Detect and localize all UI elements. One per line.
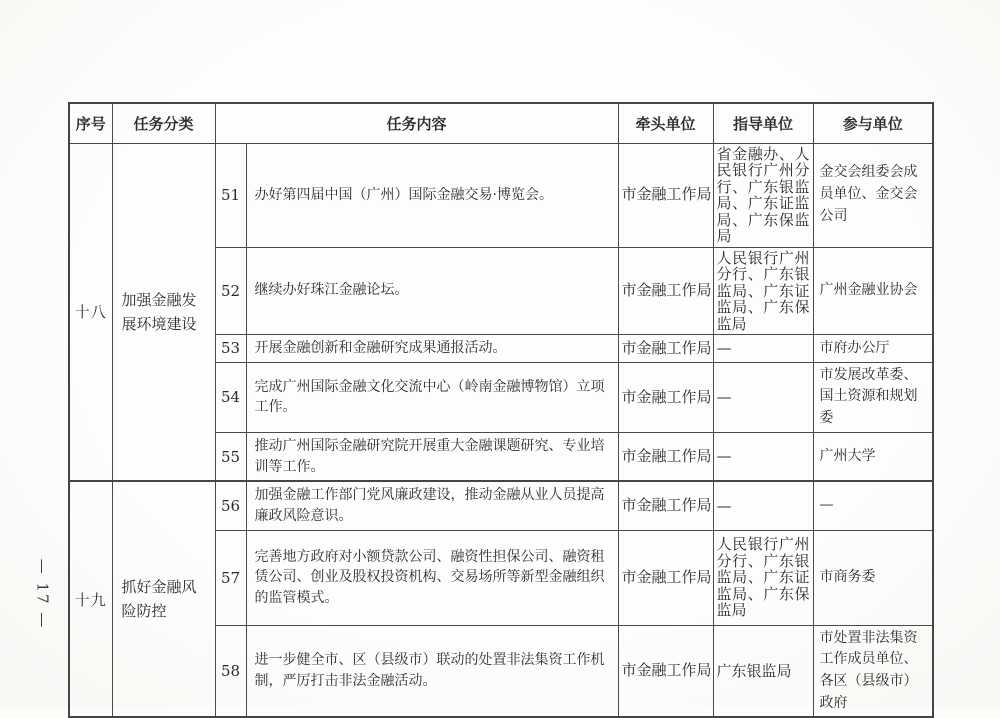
task-content: 继续办好珠江金融论坛。: [246, 247, 618, 335]
task-content: 开展金融创新和金融研究成果通报活动。: [246, 335, 618, 363]
participate-unit-cell: —: [813, 481, 933, 530]
task-no: 57: [215, 530, 246, 625]
lead-unit-cell: 市金融工作局: [618, 335, 713, 363]
col-header-guide-unit: 指导单位: [713, 103, 813, 143]
group-index-cell: 十八: [69, 143, 112, 481]
task-content: 完成广州国际金融文化交流中心（岭南金融博物馆）立项工作。: [246, 362, 618, 432]
task-no: 53: [215, 335, 246, 363]
task-no: 51: [215, 143, 246, 247]
task-content: 完善地方政府对小额贷款公司、融资性担保公司、融资租赁公司、创业及股权投资机构、交易场所等新型金融组织的监管模式。: [246, 530, 618, 625]
task-no: 54: [215, 362, 246, 432]
task-no: 56: [215, 481, 246, 530]
page-number: [10, 552, 74, 636]
col-header-category: 任务分类: [112, 103, 215, 143]
lead-unit-cell: 市金融工作局: [618, 432, 713, 481]
guide-unit-cell: 省金融办、人民银行广州分行、广东银监局、广东证监局、广东保监局: [713, 143, 813, 247]
participate-unit-cell: 广州金融业协会: [813, 247, 933, 335]
participate-unit-cell: 市发展改革委、国土资源和规划委: [813, 362, 933, 432]
participate-unit-cell: 金交会组委会成员单位、金交会公司: [813, 143, 933, 247]
task-content: 进一步健全市、区（县级市）联动的处置非法集资工作机制，严厉打击非法金融活动。: [246, 625, 618, 717]
participate-unit-cell: 市处置非法集资工作成员单位、各区（县级市）政府: [813, 625, 933, 717]
group-category-cell: 加强金融发展环境建设: [112, 143, 215, 481]
task-row-51: [69, 143, 933, 247]
task-no: 52: [215, 247, 246, 335]
col-header-index: 序号: [69, 103, 112, 143]
group-index-cell: 十九: [69, 481, 112, 717]
table-header-row: [69, 103, 933, 143]
guide-unit-cell: —: [713, 362, 813, 432]
col-header-content: 任务内容: [215, 103, 618, 143]
task-content: 推动广州国际金融研究院开展重大金融课题研究、专业培训等工作。: [246, 432, 618, 481]
lead-unit-cell: 市金融工作局: [618, 481, 713, 530]
guide-unit-cell: —: [713, 432, 813, 481]
task-no: 55: [215, 432, 246, 481]
task-content: 加强金融工作部门党风廉政建设，推动金融从业人员提高廉政风险意识。: [246, 481, 618, 530]
participate-unit-cell: 广州大学: [813, 432, 933, 481]
task-table: [68, 102, 934, 718]
col-header-participate-unit: 参与单位: [813, 103, 933, 143]
lead-unit-cell: 市金融工作局: [618, 625, 713, 717]
task-row-56: [69, 481, 933, 530]
lead-unit-cell: 市金融工作局: [618, 247, 713, 335]
guide-unit-cell: —: [713, 481, 813, 530]
guide-unit-cell: —: [713, 335, 813, 363]
task-content: 办好第四届中国（广州）国际金融交易·博览会。: [246, 143, 618, 247]
lead-unit-cell: 市金融工作局: [618, 143, 713, 247]
page-number-label: — 17 —: [33, 558, 51, 630]
lead-unit-cell: 市金融工作局: [618, 530, 713, 625]
col-header-lead-unit: 牵头单位: [618, 103, 713, 143]
task-no: 58: [215, 625, 246, 717]
participate-unit-cell: 市商务委: [813, 530, 933, 625]
group-category-cell: 抓好金融风险防控: [112, 481, 215, 717]
guide-unit-cell: 广东银监局: [713, 625, 813, 717]
guide-unit-cell: 人民银行广州分行、广东银监局、广东证监局、广东保监局: [713, 247, 813, 335]
participate-unit-cell: 市府办公厅: [813, 335, 933, 363]
lead-unit-cell: 市金融工作局: [618, 362, 713, 432]
guide-unit-cell: 人民银行广州分行、广东银监局、广东证监局、广东保监局: [713, 530, 813, 625]
